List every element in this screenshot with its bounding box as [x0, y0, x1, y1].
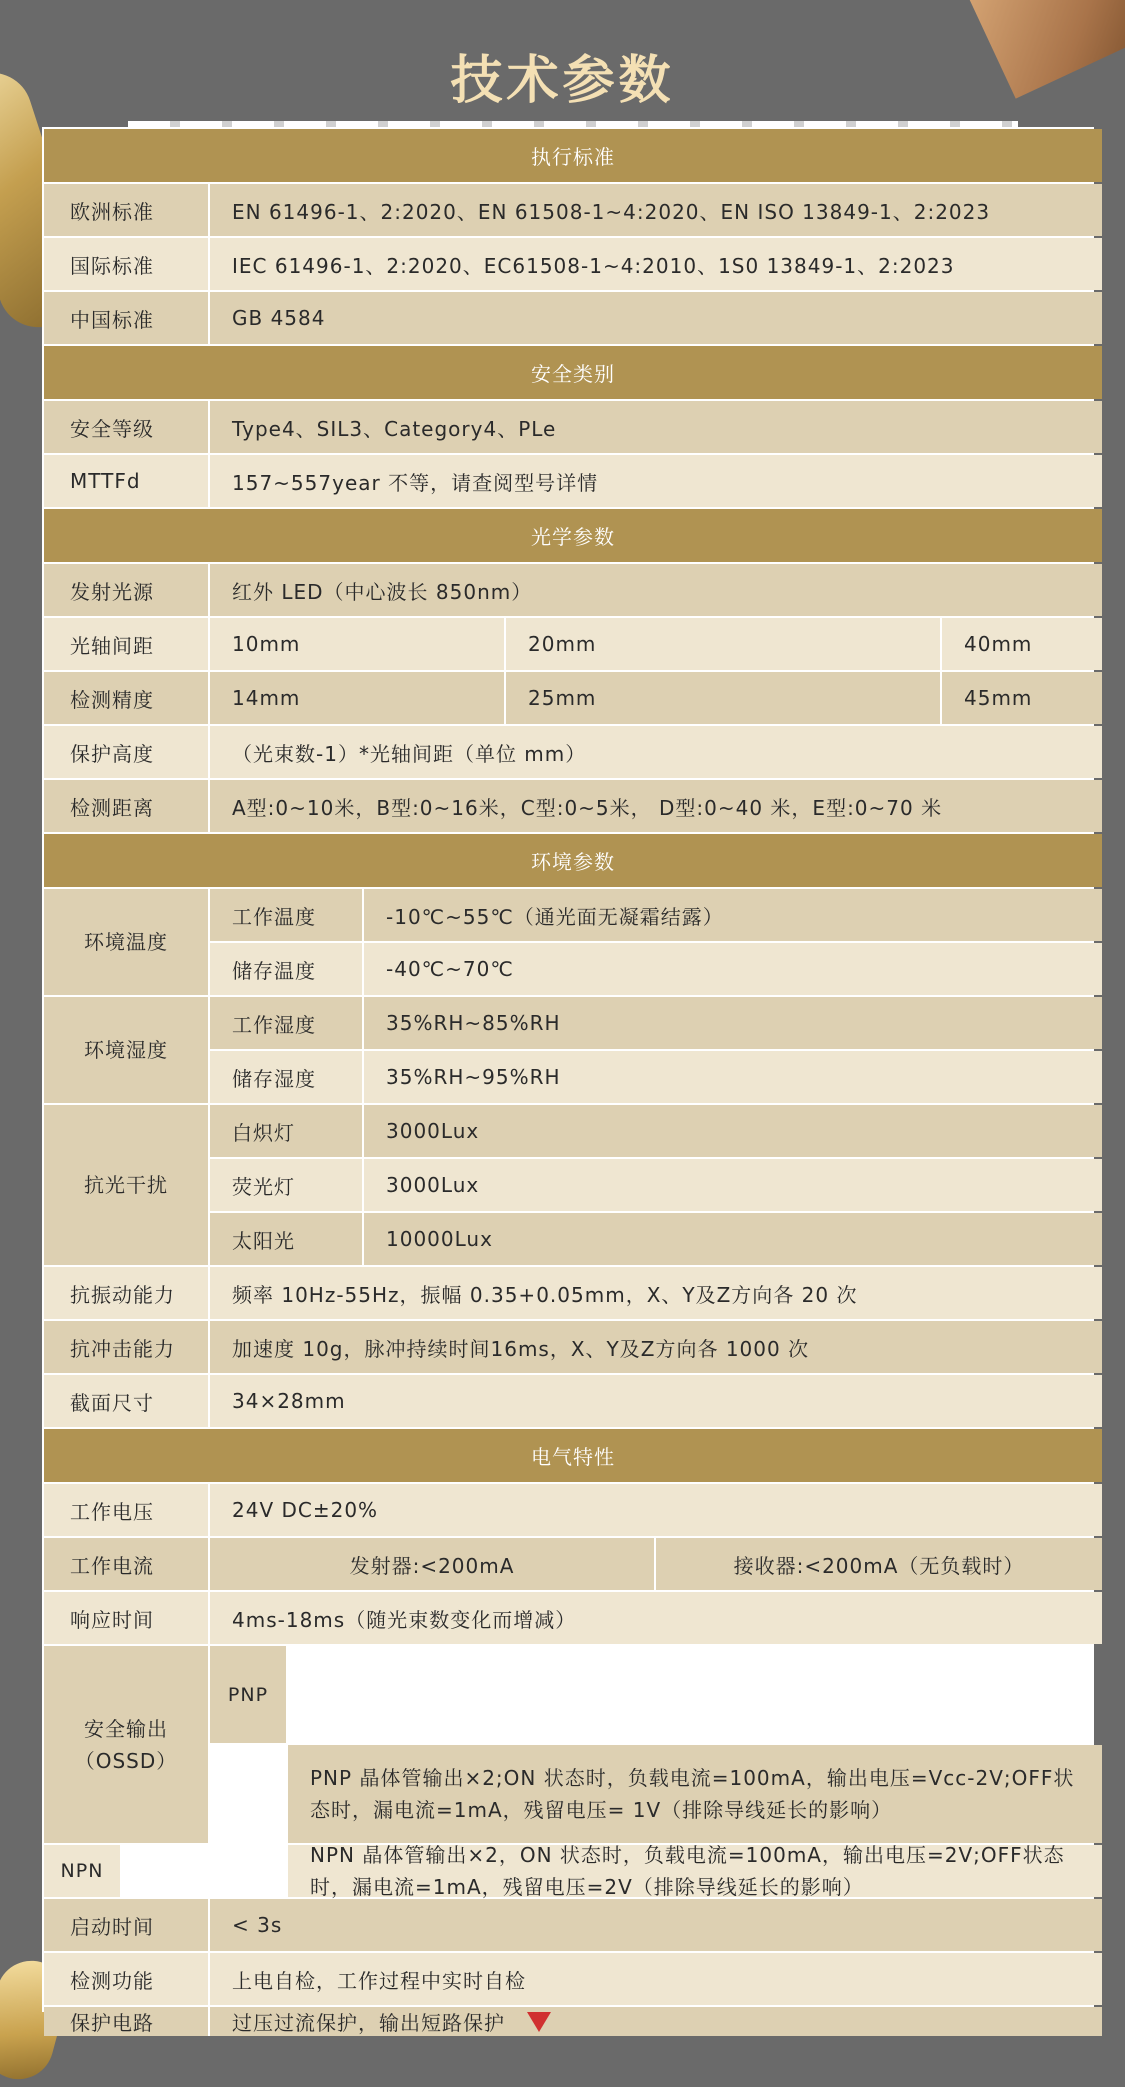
current-label: 工作电流 [44, 1538, 208, 1590]
npn-label: NPN [44, 1845, 120, 1897]
protection-circuit-value: 过压过流保护，输出短路保护 [210, 2007, 1102, 2036]
pnp-label: PNP [210, 1646, 286, 1743]
beam-pitch-value: 40mm [942, 618, 1102, 670]
shock-label: 抗冲击能力 [44, 1321, 208, 1373]
current-receiver-value: 接收器:<200mA（无负载时） [656, 1538, 1102, 1590]
vibration-value: 频率 10Hz-55Hz，振幅 0.35+0.05mm，X、Y及Z方向各 20 次 [210, 1267, 1102, 1319]
cn-standard-label: 中国标准 [44, 292, 208, 344]
npn-value: NPN 晶体管输出×2，ON 状态时，负载电流=100mA，输出电压=2V;OFF状态时，漏电流=1mA，残留电压=2V（排除导线延长的影响） [288, 1845, 1102, 1897]
detection-function-value: 上电自检，工作过程中实时自检 [210, 1953, 1102, 2005]
intl-standard-value: IEC 61496-1、2:2020、EC61508-1~4:2010、1S0 13849-1、2:2023 [210, 238, 1102, 290]
op-humidity-label: 工作湿度 [210, 997, 362, 1049]
sunlight-value: 10000Lux [364, 1213, 1102, 1265]
fluorescent-value: 3000Lux [364, 1159, 1102, 1211]
startup-time-value: < 3s [210, 1899, 1102, 1951]
storage-humidity-value: 35%RH~95%RH [364, 1051, 1102, 1103]
voltage-value: 24V DC±20% [210, 1484, 1102, 1536]
eu-standard-label: 欧洲标准 [44, 184, 208, 236]
op-humidity-value: 35%RH~85%RH [364, 997, 1102, 1049]
beam-pitch-value: 10mm [210, 618, 504, 670]
mttfd-label: MTTFd [44, 455, 208, 507]
light-source-label: 发射光源 [44, 564, 208, 616]
section-optical: 光学参数 [44, 509, 1102, 562]
section-size-label: 截面尺寸 [44, 1375, 208, 1427]
beam-pitch-value: 20mm [506, 618, 940, 670]
resolution-value: 25mm [506, 672, 940, 724]
env-temperature-label: 环境温度 [44, 889, 208, 995]
storage-humidity-label: 储存湿度 [210, 1051, 362, 1103]
resolution-value: 45mm [942, 672, 1102, 724]
detection-range-value: A型:0~10米，B型:0~16米，C型:0~5米， D型:0~40 米，E型:0~70 米 [210, 780, 1102, 832]
section-safety: 安全类别 [44, 346, 1102, 399]
storage-temp-value: -40℃~70℃ [364, 943, 1102, 995]
incandescent-label: 白炽灯 [210, 1105, 362, 1157]
section-environment: 环境参数 [44, 834, 1102, 887]
protection-circuit-label: 保护电路 [44, 2007, 208, 2036]
protective-height-label: 保护高度 [44, 726, 208, 778]
section-standards: 执行标准 [44, 129, 1102, 182]
incandescent-value: 3000Lux [364, 1105, 1102, 1157]
op-temp-label: 工作温度 [210, 889, 362, 941]
intl-standard-label: 国际标准 [44, 238, 208, 290]
ossd-label-line1: 安全输出 [84, 1716, 168, 1741]
current-transmitter-value: 发射器:<200mA [210, 1538, 654, 1590]
scroll-marker [527, 2012, 551, 2032]
safety-level-label: 安全等级 [44, 401, 208, 453]
mttfd-value: 157~557year 不等，请查阅型号详情 [210, 455, 1102, 507]
shock-value: 加速度 10g，脉冲持续时间16ms，X、Y及Z方向各 1000 次 [210, 1321, 1102, 1373]
fluorescent-label: 荧光灯 [210, 1159, 362, 1211]
vibration-label: 抗振动能力 [44, 1267, 208, 1319]
eu-standard-value: EN 61496-1、2:2020、EN 61508-1~4:2020、EN ISO 13849-1、2:2023 [210, 184, 1102, 236]
detection-range-label: 检测距离 [44, 780, 208, 832]
section-electrical: 电气特性 [44, 1429, 1102, 1482]
startup-time-label: 启动时间 [44, 1899, 208, 1951]
response-time-label: 响应时间 [44, 1592, 208, 1644]
cn-standard-value: GB 4584 [210, 292, 1102, 344]
page-title: 技术参数 [450, 51, 675, 111]
ossd-label-line2: （OSSD） [74, 1748, 178, 1773]
section-size-value: 34×28mm [210, 1375, 1102, 1427]
op-temp-value: -10℃~55℃（通光面无凝霜结露） [364, 889, 1102, 941]
beam-pitch-label: 光轴间距 [44, 618, 208, 670]
voltage-label: 工作电压 [44, 1484, 208, 1536]
spec-table [42, 127, 1094, 2035]
sunlight-label: 太阳光 [210, 1213, 362, 1265]
protective-height-value: （光束数-1）*光轴间距（单位 mm） [210, 726, 1102, 778]
env-humidity-label: 环境湿度 [44, 997, 208, 1103]
light-source-value: 红外 LED（中心波长 850nm） [210, 564, 1102, 616]
resolution-label: 检测精度 [44, 672, 208, 724]
response-time-value: 4ms-18ms（随光束数变化而增减） [210, 1592, 1102, 1644]
storage-temp-label: 储存温度 [210, 943, 362, 995]
resolution-value: 14mm [210, 672, 504, 724]
detection-function-label: 检测功能 [44, 1953, 208, 2005]
ossd-label [44, 1646, 208, 1843]
safety-level-value: Type4、SIL3、Category4、PLe [210, 401, 1102, 453]
pnp-value: PNP 晶体管输出×2;ON 状态时，负载电流=100mA，输出电压=Vcc-2V;OFF状态时，漏电流=1mA，残留电压= 1V（排除导线延长的影响） [288, 1745, 1102, 1843]
light-interference-label: 抗光干扰 [44, 1105, 208, 1265]
